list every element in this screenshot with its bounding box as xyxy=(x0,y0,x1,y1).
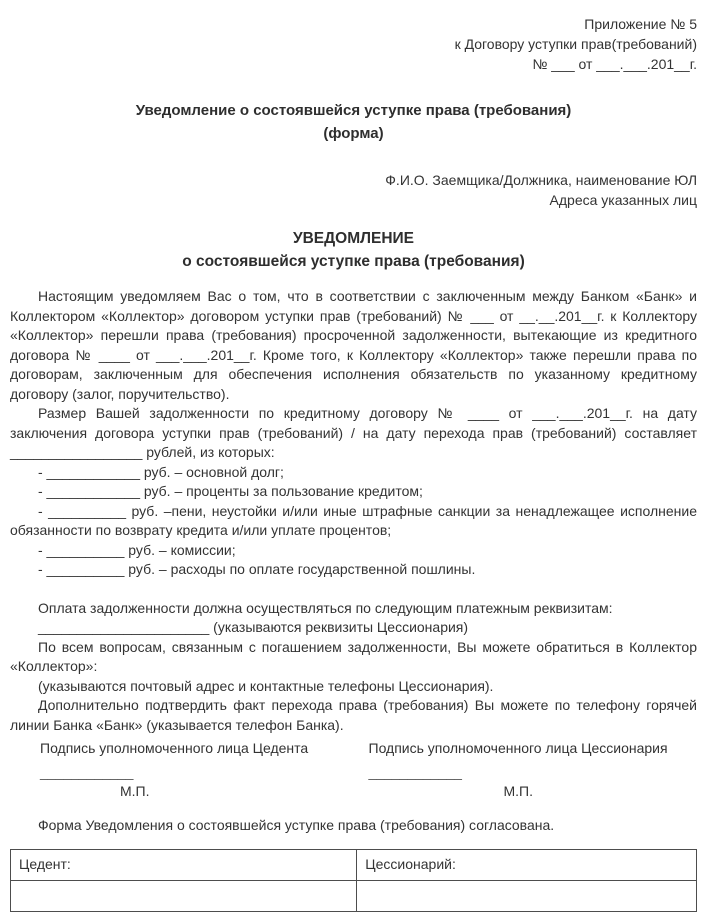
cessionary-value-cell xyxy=(357,881,697,912)
cedent-value-cell xyxy=(11,881,357,912)
paragraph-debt-amount: Размер Вашей задолженности по кредитному договору № ____ от ___.___.201__г. на дату заключения договора уступки прав (требований) / на дату перехода прав (требований) составляет _________________ рублей, из которых: xyxy=(10,405,697,460)
cedent-header-cell: Цедент: xyxy=(11,850,357,881)
addressee-address-line: Адреса указанных лиц xyxy=(549,191,697,208)
addressee-block xyxy=(10,171,697,210)
cessionary-header-cell: Цессионарий: xyxy=(357,850,697,881)
parties-table xyxy=(10,849,697,912)
notice-heading-line2: о состоявшейся уступке права (требования) xyxy=(182,252,525,270)
debt-item-principal: - ____________ руб. – основной долг; xyxy=(38,463,284,480)
form-title xyxy=(10,99,697,145)
cedent-signature-label: Подпись уполномоченного лица Цедента xyxy=(40,740,309,756)
cedent-seal-mark: М.П. xyxy=(120,783,150,799)
cessionary-seal-mark: М.П. xyxy=(503,783,534,799)
addressee-name-line: Ф.И.О. Заемщика/Должника, наименование ЮЛ xyxy=(385,172,697,188)
cedent-signature-line: ____________ xyxy=(40,763,134,780)
signature-block xyxy=(10,739,697,802)
debt-item-penalties: - __________ руб. –пени, неустойки и/или иные штрафные санкции за ненадлежащее исполнение обязанности по возврату кредита и/или уплате процентов; xyxy=(10,502,697,538)
paragraph-hotline: Дополнительно подтвердить факт перехода права (требования) Вы можете по телефону горячей линии Банка «Банк» (указывается телефон Банка). xyxy=(10,697,697,733)
cessionary-signature-label: Подпись уполномоченного лица Цессионария xyxy=(368,740,668,756)
cedent-signature-column xyxy=(10,739,354,802)
cessionary-signature-line: ____________ xyxy=(368,763,462,780)
debt-item-commissions: - __________ руб. – комиссии; xyxy=(38,541,236,558)
debt-item-interest: - ____________ руб. – проценты за пользование кредитом; xyxy=(38,483,423,499)
paragraph-assignment-notice: Настоящим уведомляем Вас о том, что в соответствии с заключенным между Банком «Банк» и Коллектором «Коллектор» договором уступки прав (требований) № ___ от __.__.201__г. к Коллектору «Коллектор» перешли права (требования) просроченной задолженности, вытекающие из кредитного договора № ____ от ___.___.201__г. Кроме того, к Коллектору «Коллектор» также перешли права по договорам, заключенным для обеспечения исполнения обязательств по указанному кредитному договору (залог, поручительство). xyxy=(10,288,697,402)
form-title-line2: (форма) xyxy=(323,125,384,142)
appendix-header xyxy=(10,14,697,74)
appendix-date-line: № ___ от ___.___.201__г. xyxy=(532,56,697,72)
parties-value-row xyxy=(11,881,697,912)
debt-item-state-duty: - __________ руб. – расходы по оплате государственной пошлины. xyxy=(38,561,476,577)
notice-heading xyxy=(10,228,697,273)
parties-header-row xyxy=(11,850,697,881)
paragraph-contacts-note: (указываются почтовый адрес и контактные телефоны Цессионария). xyxy=(38,677,494,694)
form-title-line1: Уведомление о состоявшейся уступке права (требования) xyxy=(135,102,572,119)
agreement-statement: Форма Уведомления о состоявшейся уступке права (требования) согласована. xyxy=(38,816,555,833)
notice-body xyxy=(10,287,697,735)
cessionary-signature-column xyxy=(354,739,698,802)
paragraph-payment-requisites: Оплата задолженности должна осуществляться по следующим платежным реквизитам: xyxy=(38,599,613,616)
notice-heading-line1: УВЕДОМЛЕНИЕ xyxy=(292,230,415,247)
appendix-number-line: Приложение № 5 xyxy=(584,16,697,32)
paragraph-questions: По всем вопросам, связанным с погашением задолженности, Вы можете обратиться в Коллектор «Коллектор»: xyxy=(10,638,697,674)
paragraph-requisites-blank: ______________________ (указываются реквизиты Цессионария) xyxy=(38,619,469,635)
appendix-contract-line: к Договору уступки прав(требований) xyxy=(454,36,697,52)
